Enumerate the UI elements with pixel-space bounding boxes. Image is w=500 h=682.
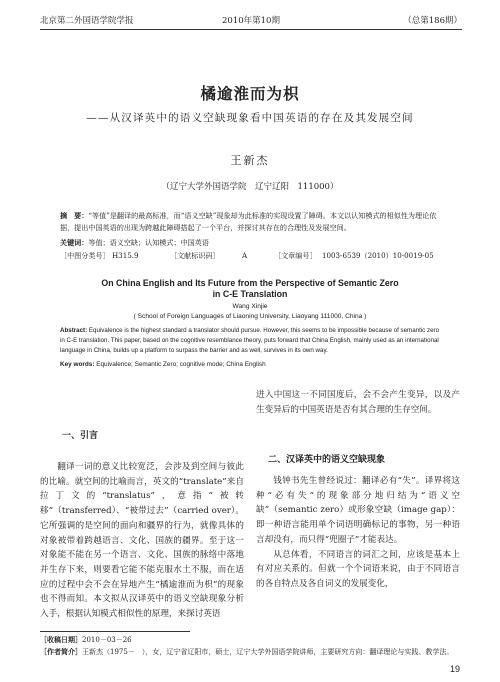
received-label: ［收稿日期］ xyxy=(40,635,82,644)
doc-code-label: ［文献标识码］ xyxy=(170,251,220,260)
chinese-abstract-text: “等值”是翻译的最高标准，而“语义空缺”现象却为此标准的实现设置了障碍。本文以认知模式的相似性为理论依据，提出中国英语的出现为跨越此障碍搭起了一个平台，并探讨其存在的合理性及发展空间。 xyxy=(60,211,437,232)
author-bio xyxy=(40,646,460,658)
chinese-subtitle: ——从汉译英中的语义空缺现象看中国英语的存在及其发展空间 xyxy=(86,112,414,124)
english-abstract xyxy=(60,326,440,357)
bio-value: 王新杰（1975－ ），女，辽宁省辽阳市，硕士，辽宁大学外国语学院讲师，主要研究方向：翻译理论与实践、教学法。 xyxy=(82,648,454,656)
chinese-title: 橘逾淮而为枳 xyxy=(200,84,300,103)
english-abstract-label: Abstract: xyxy=(60,327,88,334)
right-column-paragraph-1: 进入中国这一不同国度后，会不会产生变异，以及产生变异后的中国英语是否有其合理的生存空间。 xyxy=(256,390,460,415)
section-1-heading: 一、引言 xyxy=(62,430,99,440)
english-title xyxy=(0,278,500,300)
chinese-keywords-label: 关键词： xyxy=(60,238,89,247)
left-column xyxy=(40,460,244,622)
clc-label: ［中图分类号］ xyxy=(60,251,110,260)
footnotes xyxy=(40,634,460,658)
english-keywords-text: Equivalence; Semantic Zero; cognitive mode; China English xyxy=(96,361,266,368)
serial-number: （总第186期） xyxy=(403,16,462,26)
article-no-label: ［文章编号］ xyxy=(274,251,317,260)
chinese-abstract-label: 摘 要： xyxy=(60,211,89,220)
chinese-abstract xyxy=(60,210,440,234)
english-title-line1: On China English and Its Future from the Perspective of Semantic Zero xyxy=(101,278,399,288)
english-author: Wang Xinjie xyxy=(232,303,268,310)
english-abstract-text: Equivalence is the highest standard a translator should pursue. However, this seems to be impossible because of semantic zero in C-E translation. This paper, based on the cognitive resemblance theory, puts forward that China English, mainly used as an international language in China, builds up a platform to surpass the barrier and as well, survives in its own way. xyxy=(60,327,440,355)
section-2-heading: 二、汉译英中的语义空缺现象 xyxy=(268,454,386,464)
clc-value: H315.9 xyxy=(112,251,139,260)
running-header xyxy=(40,14,462,30)
issue-number: 2010年第10期 xyxy=(222,16,280,26)
section-2-body xyxy=(256,474,460,592)
english-keywords-label: Key words: xyxy=(60,361,95,368)
chinese-affiliation: （辽宁大学外国语学院 辽宁辽阳 111000） xyxy=(161,182,339,192)
section-1-paragraph: 翻译一词的意义比较宽泛，会涉及到空间与彼此的比喻。就空间的比喻而言，英文的“translate”来自拉丁文的“translatus”，意指“被转移”（transferred）、“被带过去”（carried over）。它所强调的是空间的面向和疆界的行为，就像具体的对象被带着跨越语言、文化、国族的疆界。至于这一对象能不能在另一个语言、文化、国族的脉络中落地并生存下来，则要看它能不能克服水土不服，而在适应的过程中会不会在异地产生“橘逾淮而为枳”的现象也不得而知。本文拟从汉译英中的语义空缺现象分析入手，根据认知模式相似性的原理，来探讨英语 xyxy=(40,462,244,620)
page-number: 19 xyxy=(449,664,460,674)
article-no-value: 1003-6539（2010）10-0019-05 xyxy=(322,251,434,260)
received-date xyxy=(40,634,460,646)
chinese-author: 王新杰 xyxy=(230,154,270,167)
english-title-line2: in C-E Translation xyxy=(212,289,288,299)
footnote-rule xyxy=(40,631,190,632)
received-value: 2010－03－26 xyxy=(82,636,132,644)
journal-name: 北京第二外国语学院学报 xyxy=(40,16,134,26)
right-column xyxy=(256,388,460,417)
chinese-keywords-text: 等值；语义空缺；认知模式；中国英语 xyxy=(88,238,209,247)
classification-line xyxy=(60,251,440,261)
bio-label: ［作者简介］ xyxy=(40,647,82,656)
section-2-paragraph-1: 钱钟书先生曾经说过：翻译必有“失”。译界将这种“必有失”的现象部分地归结为“语义空缺”（semantic zero）或形象空缺（image gap）：即一种语言能用单个词语明确标记的事物，另一种语言却没有，而只得“兜圈子”才能表达。 xyxy=(256,476,460,545)
section-2-paragraph-2: 从总体看，不同语言的词汇之间，应该是基本上有对应关系的。但就一个个词语来说，由于不同语言的各自特点及各自词义的发展变化， xyxy=(256,549,460,589)
doc-code-value: A xyxy=(242,251,248,260)
english-keywords xyxy=(60,361,440,368)
english-affiliation: ( School of Foreign Languages of Liaoning University, Liaoyang 111000, China ) xyxy=(133,313,367,320)
chinese-keywords xyxy=(60,238,440,248)
